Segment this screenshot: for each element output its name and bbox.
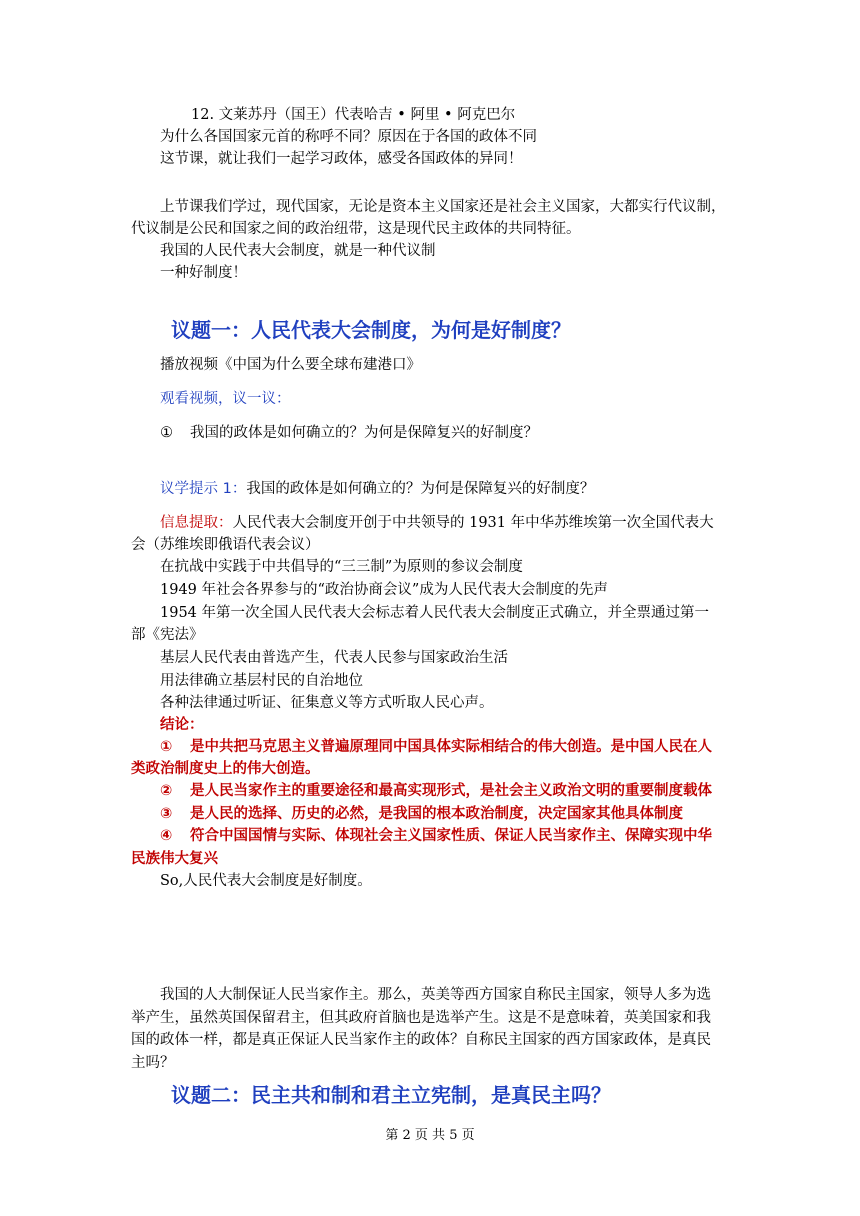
info-label: 信息提取： bbox=[160, 515, 233, 531]
info-line-1b: 会（苏维埃即俄语代表会议） bbox=[131, 537, 320, 553]
info-line-3: 1949 年社会各界参与的“政治协商会议”成为人民代表大会制度的先声 bbox=[160, 582, 608, 598]
conclusion-4-number: ④ bbox=[160, 828, 173, 844]
info-line-6: 用法律确立基层村民的自治地位 bbox=[160, 673, 363, 689]
intro-why: 为什么各国国家元首的称呼不同？原因在于各国的政体不同 bbox=[160, 129, 537, 145]
watch-discuss: 观看视频，议一议： bbox=[160, 391, 291, 407]
transition-line-1: 我国的人大制保证人民当家作主。那么，英美等西方国家自称民主国家，领导人多为选 bbox=[160, 987, 711, 1003]
info-line-5: 基层人民代表由普选产生，代表人民参与国家政治生活 bbox=[160, 650, 508, 666]
page-footer: 第 2 页 共 5 页 bbox=[385, 1128, 475, 1143]
info-line-1a bbox=[160, 513, 714, 533]
conclusion-4a bbox=[160, 826, 712, 846]
good-system: 一种好制度！ bbox=[160, 265, 247, 281]
conclusion-3-text: 是人民的选择、历史的必然，是我国的根本政治制度，决定国家其他具体制度 bbox=[190, 806, 683, 822]
study-hint-label: 议学提示 1： bbox=[160, 481, 247, 497]
info-line-2: 在抗战中实践于中共倡导的“三三制”为原则的参议会制度 bbox=[160, 559, 523, 575]
study-hint bbox=[160, 479, 594, 499]
transition-line-3: 国的政体一样，都是真正保证人民当家作主的政体？自称民主国家的西方国家政体，是真民 bbox=[131, 1032, 711, 1048]
video-note: 播放视频《中国为什么要全球布建港口》 bbox=[160, 357, 421, 373]
info-line-4b: 部《宪法》 bbox=[131, 627, 204, 643]
conclusion-4-text: 符合中国国情与实际、体现社会主义国家性质、保证人民当家作主、保障实现中华 bbox=[190, 828, 712, 844]
npc-statement: 我国的人民代表大会制度，就是一种代议制 bbox=[160, 243, 436, 259]
info-line-4a: 1954 年第一次全国人民代表大会标志着人民代表大会制度正式确立，并全票通过第一 bbox=[160, 605, 710, 621]
question-text: 我国的政体是如何确立的？为何是保障复兴的好制度？ bbox=[190, 425, 538, 441]
topic-2-heading: 议题二：民主共和制和君主立宪制，是真民主吗？ bbox=[171, 1083, 611, 1107]
intro-item-12: 12. 文莱苏丹（国王）代表哈吉 • 阿里 • 阿克巴尔 bbox=[191, 107, 516, 123]
conclusion-2-number: ② bbox=[160, 783, 173, 799]
conclusion-1a bbox=[160, 737, 712, 757]
conclusion-4b: 民族伟大复兴 bbox=[131, 851, 218, 867]
conclusion-1-text: 是中共把马克思主义普遍原理同中国具体实际相结合的伟大创造。是中国人民在人 bbox=[190, 739, 712, 755]
topic-1-heading: 议题一：人民代表大会制度，为何是好制度？ bbox=[171, 318, 571, 342]
conclusion-1b: 类政治制度史上的伟大创造。 bbox=[131, 761, 320, 777]
info-line-7: 各种法律通过听证、征集意义等方式听取人民心声。 bbox=[160, 695, 494, 711]
conclusion-2-text: 是人民当家作主的重要途径和最高实现形式，是社会主义政治文明的重要制度载体 bbox=[190, 783, 712, 799]
transition-line-2: 举产生，虽然英国保留君主，但其政府首脑也是选举产生。这是不是意味着，英美国家和我 bbox=[131, 1010, 711, 1026]
transition-line-4: 主吗？ bbox=[131, 1055, 175, 1071]
question-number: ① bbox=[160, 425, 173, 441]
review-line-1: 上节课我们学过，现代国家，无论是资本主义国家还是社会主义国家，大都实行代议制， bbox=[160, 199, 726, 215]
study-hint-text: 我国的政体是如何确立的？为何是保障复兴的好制度？ bbox=[246, 481, 595, 497]
intro-lesson: 这节课，就让我们一起学习政体，感受各国政体的异同！ bbox=[160, 151, 523, 167]
conclusion-1-number: ① bbox=[160, 739, 173, 755]
review-line-2: 代议制是公民和国家之间的政治纽带，这是现代民主政体的共同特征。 bbox=[131, 221, 581, 237]
info-text-1a: 人民代表大会制度开创于中共领导的 1931 年中华苏维埃第一次全国代表大 bbox=[232, 515, 714, 531]
conclusion-3 bbox=[160, 804, 683, 824]
conclusion-2 bbox=[160, 781, 712, 801]
question-1 bbox=[160, 423, 538, 443]
conclusion-label: 结论： bbox=[160, 717, 204, 733]
conclusion-3-number: ③ bbox=[160, 806, 173, 822]
so-statement: So,人民代表大会制度是好制度。 bbox=[160, 873, 372, 889]
